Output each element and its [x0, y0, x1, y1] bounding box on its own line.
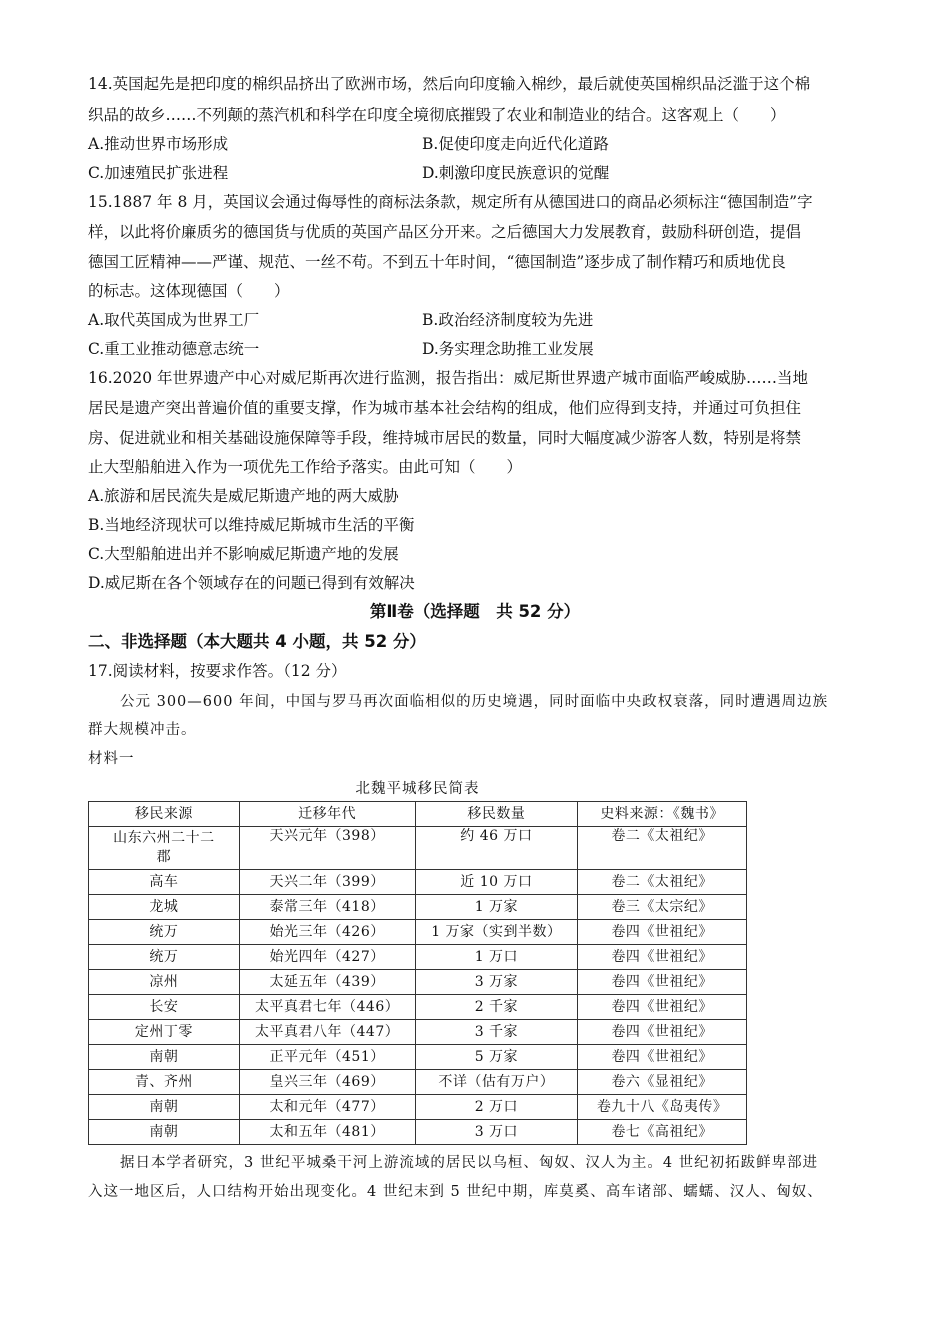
q16-stem-line4: 止大型船舶进入作为一项优先工作给予落实。由此可知（ ）	[88, 458, 523, 476]
cell-quantity: 1 万家	[415, 895, 578, 920]
table-row	[89, 895, 747, 920]
migration-table	[88, 801, 747, 1145]
cell-quantity: 2 万口	[415, 1095, 578, 1120]
cell-source-line2: 郡	[156, 849, 172, 865]
cell-source: 统万	[89, 945, 240, 970]
cell-reference: 卷七《高祖纪》	[578, 1120, 747, 1145]
cell-quantity: 约 46 万口	[415, 827, 578, 870]
cell-quantity: 3 千家	[415, 1020, 578, 1045]
q14-stem-line1: 14.英国起先是把印度的棉织品挤出了欧洲市场，然后向印度输入棉纱，最后就使英国棉织品泛滥于这个棉	[88, 75, 811, 93]
cell-source: 南朝	[89, 1095, 240, 1120]
q16-stem-line2: 居民是遗产突出普遍价值的重要支撑，作为城市基本社会结构的组成，他们应得到支持，并通过可负担住	[88, 399, 802, 417]
q16-option-d: D.威尼斯在各个领域存在的问题已得到有效解决	[88, 574, 415, 592]
cell-quantity: 1 万家（实到半数）	[415, 920, 578, 945]
table-row	[89, 1095, 747, 1120]
table-header-row	[89, 802, 747, 827]
cell-source: 长安	[89, 995, 240, 1020]
q17-after-line2: 入这一地区后，人口结构开始出现变化。4 世纪末到 5 世纪中期，库莫奚、高车诸部、蠕蠕、汉人、匈奴、	[88, 1184, 823, 1200]
q15-stem-line2: 样，以此将价廉质劣的德国货与优质的英国产品区分开来。之后德国大力发展教育，鼓励科研创造，提倡	[88, 223, 802, 241]
material1-label: 材料一	[88, 751, 135, 767]
cell-year: 太和五年（481）	[239, 1120, 415, 1145]
cell-reference: 卷六《显祖纪》	[578, 1070, 747, 1095]
q15-stem-line3: 德国工匠精神——严谨、规范、一丝不苟。不到五十年时间，“德国制造”逐步成了制作精巧和质地优良	[88, 253, 786, 271]
cell-source: 统万	[89, 920, 240, 945]
cell-source: 高车	[89, 870, 240, 895]
cell-quantity: 3 万家	[415, 970, 578, 995]
cell-reference: 卷三《太宗纪》	[578, 895, 747, 920]
table-row	[89, 970, 747, 995]
header-reference: 史料来源：《魏书》	[578, 802, 747, 827]
cell-year: 太和元年（477）	[239, 1095, 415, 1120]
table-row	[89, 827, 747, 870]
q15-option-c: C.重工业推动德意志统一	[88, 340, 260, 358]
part2-heading: 二、非选择题（本大题共 4 小题，共 52 分）	[88, 632, 426, 651]
cell-quantity: 近 10 万口	[415, 870, 578, 895]
cell-year: 天兴二年（399）	[239, 870, 415, 895]
cell-quantity: 2 千家	[415, 995, 578, 1020]
cell-source: 青、齐州	[89, 1070, 240, 1095]
cell-year: 始光四年（427）	[239, 945, 415, 970]
cell-reference: 卷四《世祖纪》	[578, 995, 747, 1020]
cell-reference: 卷四《世祖纪》	[578, 920, 747, 945]
q15-option-a: A.取代英国成为世界工厂	[88, 311, 260, 329]
cell-reference: 卷四《世祖纪》	[578, 1020, 747, 1045]
table-row	[89, 1020, 747, 1045]
q14-option-c: C.加速殖民扩张进程	[88, 164, 229, 182]
cell-quantity: 1 万口	[415, 945, 578, 970]
cell-reference: 卷二《太祖纪》	[578, 870, 747, 895]
q16-option-b: B.当地经济现状可以维持威尼斯城市生活的平衡	[88, 516, 415, 534]
header-quantity: 移民数量	[415, 802, 578, 827]
q17-after-line1: 据日本学者研究，3 世纪平城桑干河上游流域的居民以乌桓、匈奴、汉人为主。4 世纪初拓跋鲜卑部进	[120, 1155, 819, 1171]
cell-year: 泰常三年（418）	[239, 895, 415, 920]
q14-option-d: D.刺激印度民族意识的觉醒	[422, 164, 610, 182]
cell-source: 南朝	[89, 1120, 240, 1145]
table-row	[89, 1120, 747, 1145]
cell-year: 太平真君八年（447）	[239, 1020, 415, 1045]
cell-reference: 卷九十八《岛夷传》	[578, 1095, 747, 1120]
q16-stem-line1: 16.2020 年世界遗产中心对威尼斯再次进行监测，报告指出：威尼斯世界遗产城市面临严峻威胁……当地	[88, 369, 809, 387]
q17-stem: 17.阅读材料，按要求作答。（12 分）	[88, 662, 347, 680]
cell-source	[89, 827, 240, 870]
cell-year: 天兴元年（398）	[239, 827, 415, 870]
cell-year: 太延五年（439）	[239, 970, 415, 995]
cell-year: 正平元年（451）	[239, 1045, 415, 1070]
cell-reference: 卷四《世祖纪》	[578, 945, 747, 970]
cell-reference: 卷四《世祖纪》	[578, 1045, 747, 1070]
table-row	[89, 1070, 747, 1095]
cell-quantity: 3 万口	[415, 1120, 578, 1145]
cell-year: 太平真君七年（446）	[239, 995, 415, 1020]
cell-reference: 卷四《世祖纪》	[578, 970, 747, 995]
table-row	[89, 1045, 747, 1070]
table-row	[89, 995, 747, 1020]
q14-option-a: A.推动世界市场形成	[88, 135, 229, 153]
cell-quantity: 不详（估有万户）	[415, 1070, 578, 1095]
q15-stem-line1: 15.1887 年 8 月，英国议会通过侮辱性的商标法条款，规定所有从德国进口的商品必须标注“德国制造”字	[88, 193, 813, 211]
cell-source-line1: 山东六州二十二	[113, 830, 215, 846]
q15-option-b: B.政治经济制度较为先进	[422, 311, 594, 329]
cell-source: 龙城	[89, 895, 240, 920]
q17-intro-line2: 群大规模冲击。	[88, 722, 197, 738]
cell-source: 南朝	[89, 1045, 240, 1070]
cell-source: 凉州	[89, 970, 240, 995]
cell-reference: 卷二《太祖纪》	[578, 827, 747, 870]
q16-option-a: A.旅游和居民流失是威尼斯遗产地的两大威胁	[88, 487, 399, 505]
header-source: 移民来源	[89, 802, 240, 827]
q16-stem-line3: 房、促进就业和相关基础设施保障等手段，维持城市居民的数量，同时大幅度减少游客人数，特别是将禁	[88, 429, 802, 447]
table-row	[89, 945, 747, 970]
q14-stem-line2: 织品的故乡……不列颠的蒸汽机和科学在印度全境彻底摧毁了农业和制造业的结合。这客观上（ ）	[88, 106, 786, 124]
cell-year: 始光三年（426）	[239, 920, 415, 945]
q15-stem-line4: 的标志。这体现德国（ ）	[88, 282, 290, 300]
cell-quantity: 5 万家	[415, 1045, 578, 1070]
cell-source: 定州丁零	[89, 1020, 240, 1045]
header-year: 迁移年代	[239, 802, 415, 827]
table-row	[89, 920, 747, 945]
q15-option-d: D.务实理念助推工业发展	[422, 340, 594, 358]
table-caption: 北魏平城移民简表	[355, 781, 480, 797]
q17-intro-line1: 公元 300—600 年间，中国与罗马再次面临相似的历史境遇，同时面临中央政权衰落，同时遭遇周边族	[120, 694, 829, 710]
table-row	[89, 870, 747, 895]
q16-option-c: C.大型船舶进出并不影响威尼斯遗产地的发展	[88, 545, 399, 563]
q14-option-b: B.促使印度走向近代化道路	[422, 135, 609, 153]
section2-title: 第Ⅱ卷（选择题 共 52 分）	[369, 602, 581, 621]
cell-year: 皇兴三年（469）	[239, 1070, 415, 1095]
